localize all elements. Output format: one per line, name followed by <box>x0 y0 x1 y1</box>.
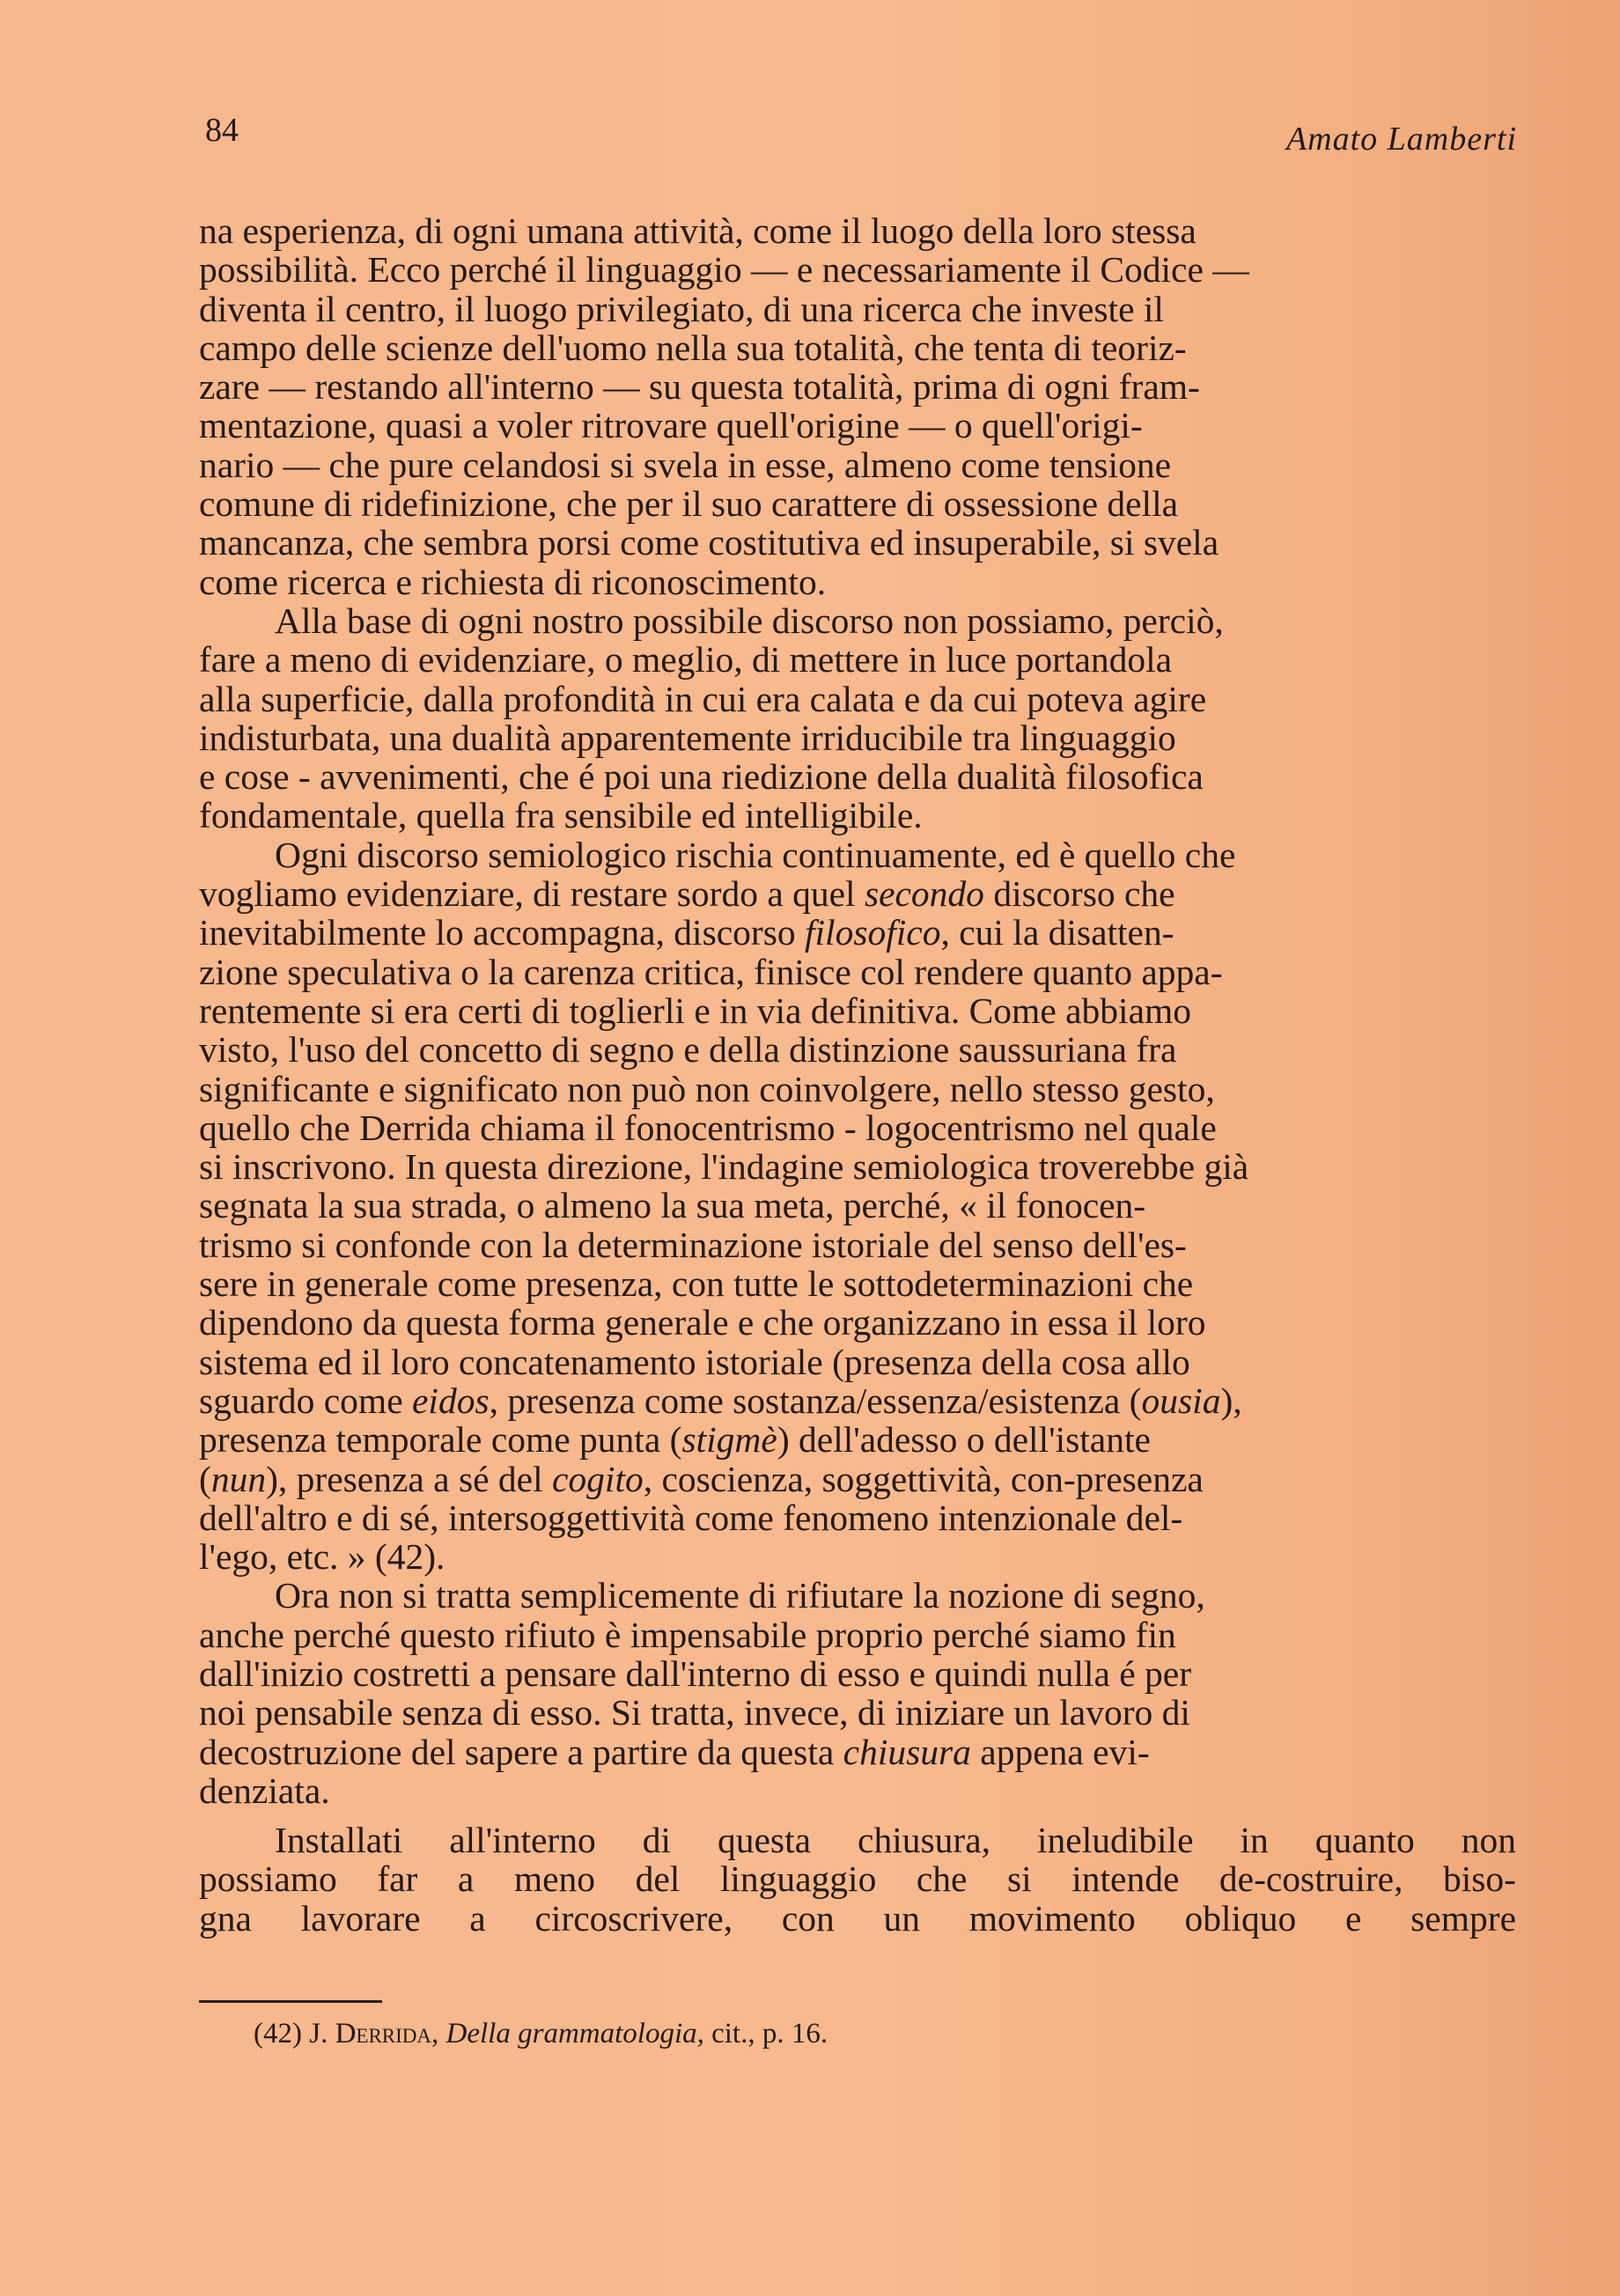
text-line: visto, l'uso del concetto di segno e della distinzione saussuriana fra <box>199 1029 1177 1071</box>
body-text <box>199 211 1516 1938</box>
text-line: zione speculativa o la carenza critica, finisce col rendere quanto appa- <box>199 951 1223 992</box>
text-line: dall'inizio costretti a pensare dall'interno di esso e quindi nulla é per <box>199 1652 1192 1694</box>
footnote-title: Della grammatologia, <box>446 2018 704 2049</box>
footnote-number: (42) J. <box>254 2018 328 2049</box>
running-head: Amato Lamberti <box>1285 121 1517 158</box>
text-line: si inscrivono. In questa direzione, l'indagine semiologica troverebbe già <box>199 1146 1249 1188</box>
paragraph <box>199 1576 1516 1810</box>
text-line: anche perché questo rifiuto è impensabile proprio perché siamo fin <box>199 1614 1176 1655</box>
text-line: comune di ridefinizione, che per il suo carattere di ossessione della <box>199 483 1179 525</box>
text-line: Ogni discorso semiologico rischia continuamente, ed è quello che <box>275 834 1236 875</box>
text-line: dipendono da questa forma generale e che organizzano in essa il loro <box>199 1302 1206 1343</box>
text-line: possiamo far a meno del linguaggio che si intende de-costruire, biso- <box>199 1858 1516 1900</box>
text-line: significante e significato non può non coinvolgere, nello stesso gesto, <box>199 1068 1215 1109</box>
text-line: sguardo come eidos, presenza come sostanza/essenza/esistenza (ousia), <box>199 1380 1242 1421</box>
text-line: Alla base di ogni nostro possibile discorso non possiamo, perciò, <box>275 600 1224 641</box>
text-line: inevitabilmente lo accompagna, discorso filosofico, cui la disatten- <box>199 912 1174 953</box>
text-line: campo delle scienze dell'uomo nella sua totalità, che tenta di teoriz- <box>199 327 1187 368</box>
text-line: segnata la sua strada, o almeno la sua meta, perché, « il fonocen- <box>199 1185 1146 1226</box>
text-line: Installati all'interno di questa chiusura, ineludibile in quanto non <box>275 1820 1516 1861</box>
text-line: na esperienza, di ogni umana attività, come il luogo della loro stessa <box>199 210 1197 251</box>
text-line: nario — che pure celandosi si svela in esse, almeno come tensione <box>199 444 1172 485</box>
text-line: gna lavorare a circoscrivere, con un movimento obliquo e sempre <box>199 1897 1516 1939</box>
text-line: indisturbata, una dualità apparentemente irriducibile tra linguaggio <box>199 717 1176 758</box>
text-line: zare — restando all'interno — su questa totalità, prima di ogni fram- <box>199 366 1200 408</box>
text-line: e cose - avvenimenti, che é poi una riedizione della dualità filosofica <box>199 756 1204 798</box>
text-line: come ricerca e richiesta di riconoscimento. <box>199 561 827 602</box>
text-line: noi pensabile senza di esso. Si tratta, invece, di iniziare un lavoro di <box>199 1692 1190 1733</box>
text-line: rentemente si era certi di toglierli e in via definitiva. Come abbiamo <box>199 990 1192 1031</box>
page-number: 84 <box>205 112 239 149</box>
text-line: l'ego, etc. » (42). <box>199 1536 446 1578</box>
text-line: vogliamo evidenziare, di restare sordo a quel secondo discorso che <box>199 873 1175 915</box>
paragraph <box>199 601 1516 835</box>
paragraph <box>199 1821 1516 1938</box>
text-line: diventa il centro, il luogo privilegiato, di una ricerca che investe il <box>199 288 1164 329</box>
text-line: quello che Derrida chiama il fonocentrismo - logocentrismo nel quale <box>199 1107 1217 1148</box>
text-line: fondamentale, quella fra sensibile ed intelligibile. <box>199 795 923 836</box>
text-line: presenza temporale come punta (stigmè) dell'adesso o dell'istante <box>199 1419 1151 1461</box>
text-line: fare a meno di evidenziare, o meglio, di mettere in luce portandola <box>199 639 1173 681</box>
paragraph <box>199 835 1516 1577</box>
text-line: mentazione, quasi a voler ritrovare quell'origine — o quell'origi- <box>199 405 1143 446</box>
text-line: dell'altro e di sé, intersoggettività come fenomeno intenzionale del- <box>199 1497 1183 1538</box>
text-line: decostruzione del sapere a partire da questa chiusura appena evi- <box>199 1731 1150 1772</box>
text-line: (nun), presenza a sé del cogito, coscienza, soggettività, con-presenza <box>199 1458 1204 1499</box>
footnote-divider <box>199 2000 382 2003</box>
paragraph <box>199 211 1516 601</box>
text-line: possibilità. Ecco perché il linguaggio — e necessariamente il Codice — <box>199 249 1249 291</box>
text-line: denziata. <box>199 1770 330 1811</box>
text-line: mancanza, che sembra porsi come costitutiva ed insuperabile, si svela <box>199 522 1219 563</box>
text-line: Ora non si tratta semplicemente di rifiutare la nozione di segno, <box>275 1575 1205 1616</box>
footnote-author: Derrida, <box>335 2018 439 2049</box>
text-line: sere in generale come presenza, con tutte le sottodeterminazioni che <box>199 1263 1194 1305</box>
text-line: trismo si confonde con la determinazione istoriale del senso dell'es- <box>199 1224 1187 1265</box>
footnote-reference: cit., p. 16. <box>711 2018 828 2049</box>
footnote <box>254 2016 828 2051</box>
text-line: sistema ed il loro concatenamento istoriale (presenza della cosa allo <box>199 1341 1190 1382</box>
text-line: alla superficie, dalla profondità in cui era calata e da cui poteva agire <box>199 678 1207 719</box>
